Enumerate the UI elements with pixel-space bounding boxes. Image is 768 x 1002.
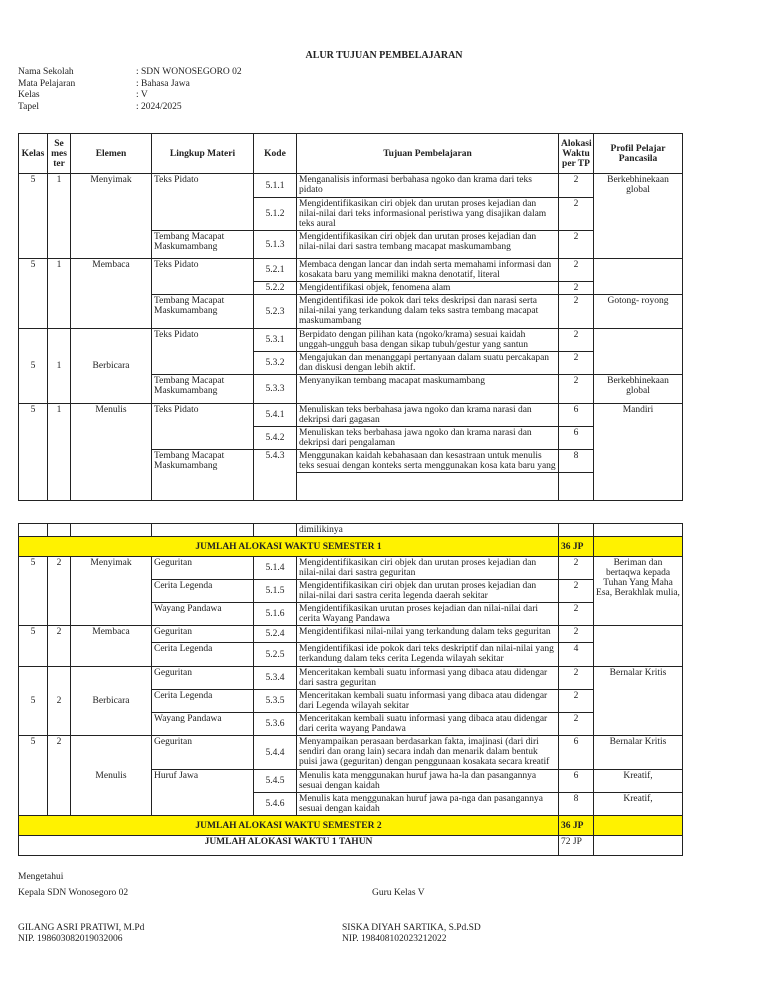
year-total-row [19,836,683,856]
tujuan-cell: Mengajukan dan menanggapi pertanyaan dalam suatu percakapan dan diskusi dengan lebih aktif. [297,352,559,375]
profil-cell: Kreatif, [594,770,683,793]
alokasi-cell: 2 [559,174,594,198]
materi-cell: Tembang Macapat Maskumambang [152,450,254,501]
profil-cell [594,626,683,667]
empty-cell [559,524,594,537]
table-row [19,557,683,580]
header-elemen: Elemen [71,134,152,174]
alokasi-cell: 6 [559,404,594,427]
table-row [19,259,683,282]
profil-cell [594,329,683,375]
alokasi-cell: 2 [559,259,594,282]
alokasi-cell: 2 [559,375,594,404]
empty-cell [71,524,152,537]
header-kelas: Kelas [19,134,48,174]
tujuan-cell: Menceritakan kembali suatu informasi yang dibaca atau didengar dari sastra geguritan [297,667,559,690]
materi-cell: Geguritan [152,667,254,690]
info-value: : V [136,90,148,100]
tujuan-cell: Mengidentifikasi objek, fenomena alam [297,282,559,295]
kode-cell: 5.3.4 [254,667,297,690]
semester-2-table [18,523,683,856]
empty-cell [297,473,559,501]
empty-cell [19,524,48,537]
profil-cell: Berkebhinekaan global [594,174,683,259]
elemen-cell: Membaca [71,626,152,667]
kelas-cell: 5 [19,626,48,667]
kode-cell: 5.2.4 [254,626,297,643]
alokasi-cell: 2 [559,295,594,329]
elemen-cell: Membaca [71,259,152,329]
header-profil: Profil Pelajar Pancasila [594,134,683,174]
materi-cell: Geguritan [152,626,254,643]
kode-cell: 5.3.2 [254,352,297,375]
empty-cell [594,836,683,856]
elemen-cell: Menulis [71,736,152,816]
alokasi-cell: 2 [559,713,594,736]
header-lingkup-materi: Lingkup Materi [152,134,254,174]
header-tujuan: Tujuan Pembelajaran [297,134,559,174]
table-row [19,329,683,352]
kode-cell: 5.4.1 [254,404,297,427]
info-label: Tapel [18,101,39,112]
guru-nip: NIP. 198408102023212022 [342,934,447,944]
materi-cell: Geguritan [152,736,254,770]
kode-cell: 5.3.5 [254,690,297,713]
materi-cell: Cerita Legenda [152,580,254,603]
profil-cell: Beriman dan bertaqwa kepada Tuhan Yang Maha Esa, Berakhlak mulia, [594,557,683,626]
tujuan-cell: Mengidentifikasikan ciri objek dan urutan proses kejadian dan nilai-nilai dari sastra tembang macapat maskumambang [297,231,559,259]
tujuan-cell: Berpidato dengan pilihan kata (ngoko/krama) sesuai kaidah unggah-ungguh basa dengan sikap tubuh/gestur yang santun [297,329,559,352]
kode-cell: 5.2.2 [254,282,297,295]
kode-cell: 5.4.3 [254,450,297,501]
info-value: : SDN WONOSEGORO 02 [136,67,242,77]
tujuan-cell: Menyampaikan perasaan berdasarkan fakta, imajinasi (dari diri sendiri dan orang lain) secara indah dan menarik dalam bentuk puisi jawa (geguritan) dengan penggunaan kosakata secara kreatif [297,736,559,770]
tujuan-cell: Mengidentifikasikan ciri objek dan urutan proses kejadian dan nilai-nilai dari sastra geguritan [297,557,559,580]
materi-cell: Geguritan [152,557,254,580]
tujuan-cell: Mengidentifikasi nilai-nilai yang terkandung dalam teks geguritan [297,626,559,643]
semester-cell: 2 [48,736,71,816]
alokasi-cell: 2 [559,329,594,352]
tujuan-cell: Mengidentifikasikan urutan proses kejadian dan nilai-nilai dari cerita Wayang Pandawa [297,603,559,626]
total-label: JUMLAH ALOKASI WAKTU SEMESTER 1 [19,537,559,557]
table-row [19,524,683,537]
kode-cell: 5.4.5 [254,770,297,793]
alokasi-cell: 2 [559,580,594,603]
kode-cell: 5.3.1 [254,329,297,352]
alokasi-cell: 2 [559,231,594,259]
materi-cell: Teks Pidato [152,329,254,375]
empty-cell [559,473,594,501]
materi-cell: Tembang Macapat Maskumambang [152,375,254,404]
alokasi-cell: 2 [559,198,594,231]
kelas-cell: 5 [19,329,48,404]
year-total-label: JUMLAH ALOKASI WAKTU 1 TAHUN [19,836,559,856]
kode-cell: 5.2.3 [254,295,297,329]
kode-cell: 5.1.4 [254,557,297,580]
total-label: JUMLAH ALOKASI WAKTU SEMESTER 2 [19,816,559,836]
table-header-row [19,134,683,174]
semester-1-total-row [19,537,683,557]
elemen-cell: Berbicara [71,667,152,736]
tujuan-cell: Menceritakan kembali suatu informasi yang dibaca atau didengar dari Legenda wilayah sekitar [297,690,559,713]
kelas-cell: 5 [19,557,48,626]
guru-name: SISKA DIYAH SARTIKA, S.Pd.SD [342,923,481,933]
profil-cell: Gotong- royong [594,295,683,329]
table-row [19,626,683,643]
kode-cell: 5.4.2 [254,427,297,450]
materi-cell: Wayang Pandawa [152,603,254,626]
total-value: 36 JP [559,816,594,836]
kode-cell: 5.1.3 [254,231,297,259]
kepala-title: Kepala SDN Wonosegoro 02 [18,888,129,898]
alokasi-cell: 8 [559,450,594,473]
tujuan-cell: Menggunakan kaidah kebahasaan dan kesastraan untuk menulis teks sesuai dengan konteks serta menggunakan kosa kata baru yang [297,450,559,473]
semester-cell: 2 [48,557,71,626]
kode-cell: 5.1.5 [254,580,297,603]
kode-cell: 5.2.5 [254,643,297,667]
materi-cell: Teks Pidato [152,259,254,295]
alokasi-cell: 2 [559,690,594,713]
semester-cell: 1 [48,404,71,501]
tujuan-cell: Menulis kata menggunakan huruf jawa ha-la dan pasangannya sesuai dengan kaidah [297,770,559,793]
alokasi-cell: 2 [559,626,594,643]
profil-cell: Kreatif, [594,793,683,816]
semester-cell: 1 [48,174,71,259]
empty-cell [594,816,683,836]
empty-cell [254,524,297,537]
semester-cell: 1 [48,329,71,404]
info-value: : 2024/2025 [136,101,182,112]
profil-cell: Berkebhinekaan global [594,375,683,404]
profil-cell: Bernalar Kritis [594,736,683,770]
tujuan-cell: Menceritakan kembali suatu informasi yang dibaca atau didengar dari cerita wayang Pandawa [297,713,559,736]
tujuan-cell: dimilikinya [297,524,559,537]
empty-cell [594,524,683,537]
info-label: Nama Sekolah [18,67,74,77]
tujuan-cell: Menulis kata menggunakan huruf jawa pa-nga dan pasangannya sesuai dengan kaidah [297,793,559,816]
alokasi-cell: 2 [559,352,594,375]
materi-cell: Teks Pidato [152,404,254,450]
kode-cell: 5.3.6 [254,713,297,736]
info-label: Kelas [18,90,40,100]
kode-cell: 5.1.6 [254,603,297,626]
tujuan-cell: Membaca dengan lancar dan indah serta memahami informasi dan kosakata baru yang memiliki makna denotatif, literal [297,259,559,282]
mengetahui-label: Mengetahui [18,872,64,882]
alokasi-cell: 6 [559,770,594,793]
alokasi-cell: 4 [559,643,594,667]
info-label: Mata Pelajaran [18,78,76,89]
kode-cell: 5.1.1 [254,174,297,198]
tujuan-cell: Mengidentifikasi ide pokok dari teks deskriptif dan nilai-nilai yang terkandung dalam teks cerita Legenda wilayah sekitar [297,643,559,667]
tujuan-cell: Menuliskan teks berbahasa jawa ngoko dan krama narasi dan dekripsi dari pengalaman [297,427,559,450]
materi-cell: Wayang Pandawa [152,713,254,736]
alokasi-cell: 2 [559,557,594,580]
tujuan-cell: Mengidentifikasi ide pokok dari teks deskripsi dan narasi serta nilai-nilai yang terkandung dalam teks sastra tembang macapat maskumambang [297,295,559,329]
tujuan-cell: Menuliskan teks berbahasa jawa ngoko dan krama narasi dan dekripsi dari gagasan [297,404,559,427]
table-row [19,174,683,198]
alokasi-cell: 2 [559,667,594,690]
kelas-cell: 5 [19,259,48,329]
materi-cell: Cerita Legenda [152,690,254,713]
table-row [19,404,683,427]
total-value: 36 JP [559,537,594,557]
table-row [19,736,683,770]
empty-cell [594,537,683,557]
semester-cell: 2 [48,626,71,667]
materi-cell: Cerita Legenda [152,643,254,667]
profil-cell: Bernalar Kritis [594,667,683,736]
materi-cell: Tembang Macapat Maskumambang [152,295,254,329]
kode-cell: 5.2.1 [254,259,297,282]
tujuan-cell: Mengidentifikasikan ciri objek dan urutan proses kejadian dan nilai-nilai dari sastra cerita legenda daerah sekitar [297,580,559,603]
document-title: ALUR TUJUAN PEMBELAJARAN [305,50,463,61]
materi-cell: Huruf Jawa [152,770,254,816]
elemen-cell: Menulis [71,404,152,501]
tujuan-cell: Menyanyikan tembang macapat maskumambang [297,375,559,404]
alokasi-cell: 2 [559,603,594,626]
empty-cell [152,524,254,537]
header-semester: Se mes ter [48,134,71,174]
elemen-cell: Menyimak [71,174,152,259]
kelas-cell: 5 [19,174,48,259]
tujuan-cell: Menganalisis informasi berbahasa ngoko dan krama dari teks pidato [297,174,559,198]
kelas-cell: 5 [19,736,48,816]
kepala-nip: NIP. 198603082019032006 [18,934,123,944]
semester-cell: 2 [48,667,71,736]
materi-cell: Tembang Macapat Maskumambang [152,231,254,259]
kelas-cell: 5 [19,404,48,501]
school-info [18,67,242,113]
info-value: : Bahasa Jawa [136,78,190,89]
profil-cell [594,259,683,295]
header-alokasi: Alokasi Waktu per TP [559,134,594,174]
kode-cell: 5.3.3 [254,375,297,404]
semester-2-total-row [19,816,683,836]
kelas-cell: 5 [19,667,48,736]
alokasi-cell: 6 [559,427,594,450]
table-row [19,667,683,690]
elemen-cell: Menyimak [71,557,152,626]
guru-title: Guru Kelas V [372,888,425,898]
alokasi-cell: 2 [559,282,594,295]
kode-cell: 5.4.6 [254,793,297,816]
kode-cell: 5.4.4 [254,736,297,770]
materi-cell: Teks Pidato [152,174,254,231]
profil-cell: Mandiri [594,404,683,501]
elemen-cell: Berbicara [71,329,152,404]
alokasi-cell: 6 [559,736,594,770]
kode-cell: 5.1.2 [254,198,297,231]
tujuan-cell: Mengidentifikasikan ciri objek dan urutan proses kejadian dan nilai-nilai dari teks informasional peristiwa yang disajikan dalam teks aural [297,198,559,231]
header-kode: Kode [254,134,297,174]
empty-cell [48,524,71,537]
kepala-name: GILANG ASRI PRATIWI, M.Pd [18,923,145,933]
semester-1-table [18,133,683,501]
alokasi-cell: 8 [559,793,594,816]
semester-cell: 1 [48,259,71,329]
year-total-value: 72 JP [559,836,594,856]
